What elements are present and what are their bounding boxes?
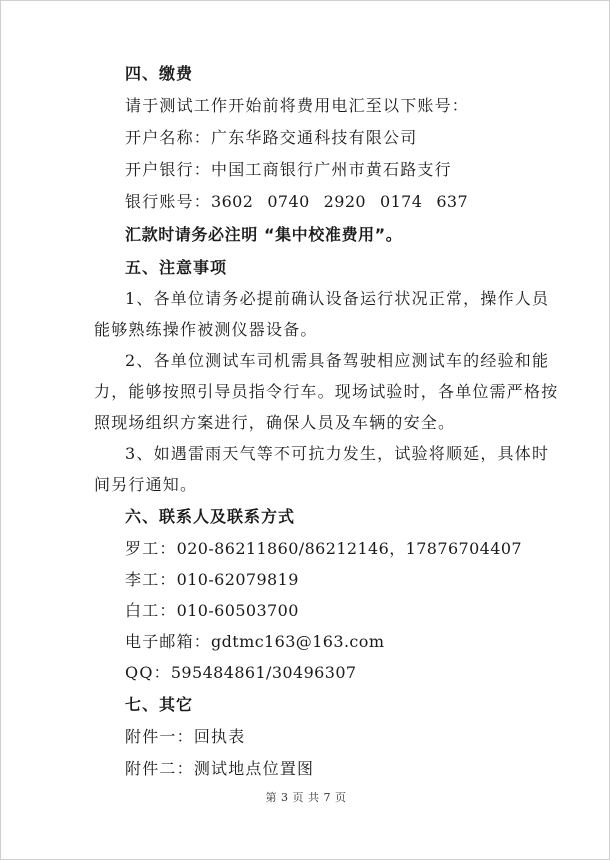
attachment1-value: 回执表 [193,727,246,746]
section5-heading: 五、注意事项 [125,258,228,277]
remittance-note: 汇款时请务必注明 “集中校准费用”。 [125,225,403,244]
contact2-phone: 010-62079819 [176,570,299,589]
contact3-row [125,601,299,621]
account-number-group-5: 637 [436,192,469,211]
account-number-label: 银行账号： [125,192,212,211]
section7-heading: 七、其它 [125,695,194,714]
section4-heading: 四、缴费 [125,64,194,83]
bank-label: 开户银行： [125,160,212,179]
account-number-group-4: 0174 [380,192,423,211]
notice-item2-line2: 力，能够按照引导员指令行车。现场试验时，各单位需严格按 [94,382,559,401]
account-name-row [125,128,417,148]
notice-item3-line2: 间另行通知。 [94,475,198,494]
contact3-phone: 010-60503700 [176,601,299,620]
account-number-group-1: 3602 [211,192,254,211]
attachment2-value: 测试地点位置图 [193,759,315,778]
account-number-group-2: 0740 [267,192,310,211]
qq-value: 595484861/30496307 [170,663,357,682]
contact2-name: 李工： [125,570,177,589]
contact3-name: 白工： [125,601,177,620]
account-name-value: 广东华路交通科技有限公司 [211,128,418,147]
contact1-phone: 020-86211860/86212146，17876704407 [176,539,522,558]
attachment1-row [125,727,245,747]
contact1-row [125,539,522,559]
bank-value: 中国工商银行广州市黄石路支行 [211,160,452,179]
notice-item2-line3: 照现场组织方案进行，确保人员及车辆的安全。 [94,413,456,432]
section4-intro: 请于测试工作开始前将费用电汇至以下账号： [125,96,470,115]
contact2-row [125,570,299,590]
attachment2-label: 附件二： [125,759,194,778]
notice-item3-line1: 3、如遇雷雨天气等不可抗力发生，试验将顺延，具体时 [125,444,550,463]
attachment1-label: 附件一： [125,727,194,746]
attachment2-row [125,759,314,779]
email-row [125,632,384,652]
section6-heading: 六、联系人及联系方式 [125,507,296,526]
email-value: gdtmc163@163.com [211,632,385,651]
contact1-name: 罗工： [125,539,177,558]
email-label: 电子邮箱： [125,632,212,651]
notice-item1-line1: 1、各单位请务必提前确认设备运行状况正常，操作人员 [125,289,550,308]
qq-label: QQ： [125,663,171,682]
account-number-row [125,192,468,212]
qq-row [125,663,357,683]
account-number-group-3: 2920 [323,192,366,211]
notice-item1-line2: 能够熟练操作被测仪器设备。 [94,320,318,339]
account-name-label: 开户名称： [125,128,212,147]
page-number-footer: 第 3 页 共 7 页 [265,791,347,804]
bank-row [125,160,452,180]
notice-item2-line1: 2、各单位测试车司机需具备驾驶相应测试车的经验和能 [125,351,550,370]
